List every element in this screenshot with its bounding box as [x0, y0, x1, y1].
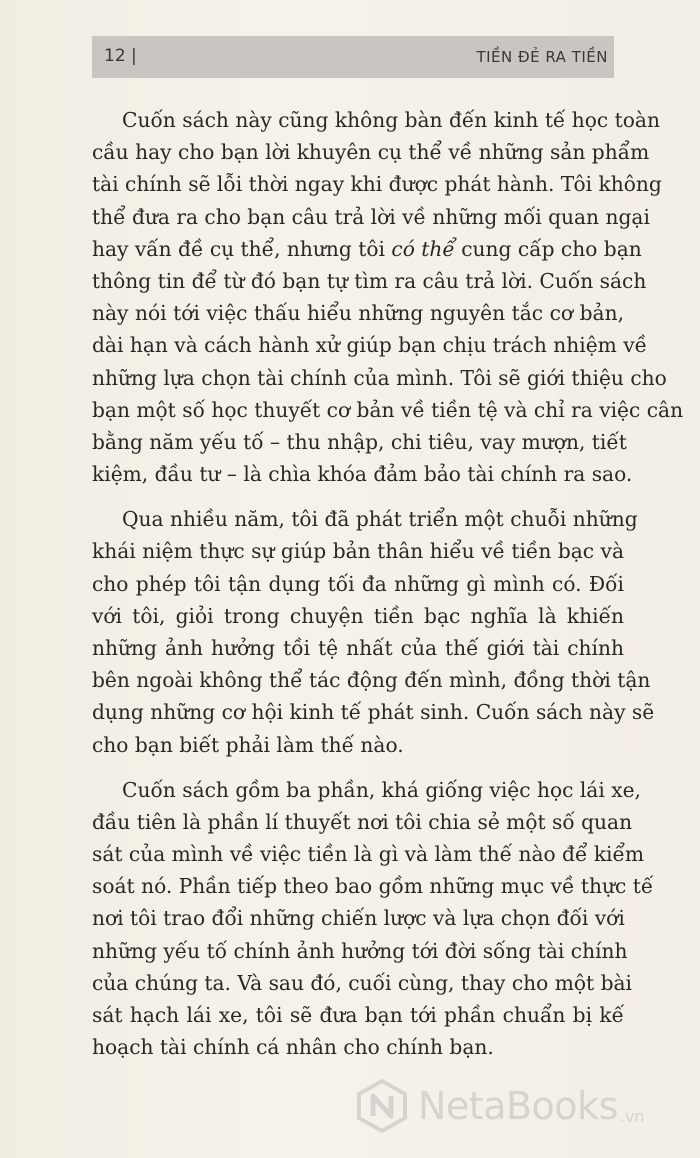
watermark-brand: NetaBooks: [418, 1084, 618, 1128]
text-line-with-emphasis: [92, 233, 642, 265]
text-line: cho phép tôi tận dụng tối đa những gì mình có. Đối: [92, 571, 624, 596]
page-number: 12 |: [104, 46, 137, 66]
text-run: hay vấn đề cụ thể, nhưng tôi: [92, 236, 385, 261]
emphasis-text: có thể: [391, 236, 455, 261]
text-line: khái niệm thực sự giúp bản thân hiểu về tiền bạc và: [92, 539, 624, 564]
paragraph-3: [92, 774, 654, 1064]
text-line: sát hạch lái xe, tôi sẽ đưa bạn tới phần chuẩn bị kế: [92, 1003, 624, 1028]
text-line: này nói tới việc thấu hiểu những nguyên tắc cơ bản,: [92, 301, 624, 326]
text-line: sát của mình về việc tiền là gì và làm thế nào để kiểm: [92, 842, 645, 867]
text-line: những lựa chọn tài chính của mình. Tôi sẽ giới thiệu cho: [92, 365, 667, 390]
text-line: tài chính sẽ lỗi thời ngay khi được phát hành. Tôi không: [92, 172, 662, 197]
text-line: soát nó. Phần tiếp theo bao gồm những mục về thực tế: [92, 874, 654, 899]
netabooks-logo-icon: [354, 1078, 410, 1134]
text-line: kiệm, đầu tư – là chìa khóa đảm bảo tài chính ra sao.: [92, 462, 633, 487]
text-line: bằng năm yếu tố – thu nhập, chi tiêu, vay mượn, tiết: [92, 430, 627, 455]
text-line: với tôi, giỏi trong chuyện tiền bạc nghĩa là khiến: [92, 603, 624, 628]
watermark-suffix: .vn: [619, 1107, 645, 1126]
netabooks-watermark: [354, 1070, 684, 1142]
body-text: [92, 104, 684, 1063]
text-line: thông tin để từ đó bạn tự tìm ra câu trả lời. Cuốn sách: [92, 269, 647, 294]
text-line: những ảnh hưởng tồi tệ nhất của thế giới tài chính: [92, 636, 624, 661]
text-line: đầu tiên là phần lí thuyết nơi tôi chia sẻ một số quan: [92, 809, 633, 834]
text-line: cầu hay cho bạn lời khuyên cụ thể về những sản phẩm: [92, 140, 650, 165]
text-line: Cuốn sách gồm ba phần, khá giống việc học lái xe,: [122, 777, 641, 802]
text-line: dài hạn và cách hành xử giúp bạn chịu trách nhiệm về: [92, 333, 648, 358]
paragraph-1: [92, 104, 684, 490]
text-line: của chúng ta. Và sau đó, cuối cùng, thay cho một bài: [92, 970, 632, 995]
text-line: hoạch tài chính cá nhân cho chính bạn.: [92, 1035, 494, 1060]
text-line: dụng những cơ hội kinh tế phát sinh. Cuốn sách này sẽ: [92, 700, 655, 725]
text-line: bạn một số học thuyết cơ bản về tiền tệ và chỉ ra việc cân: [92, 397, 684, 422]
text-line: Qua nhiều năm, tôi đã phát triển một chuỗi những: [122, 507, 638, 532]
text-line: thể đưa ra cho bạn câu trả lời về những mối quan ngại: [92, 204, 650, 229]
text-line: những yếu tố chính ảnh hưởng tới đời sống tài chính: [92, 938, 628, 963]
running-title: TIỀN ĐẺ RA TIỀN: [476, 48, 608, 66]
text-line: bên ngoài không thể tác động đến mình, đồng thời tận: [92, 668, 651, 693]
text-line: nơi tôi trao đổi những chiến lược và lựa chọn đối với: [92, 906, 625, 931]
text-line: Cuốn sách này cũng không bàn đến kinh tế học toàn: [122, 108, 660, 132]
text-run: cung cấp cho bạn: [461, 236, 642, 261]
text-line: cho bạn biết phải làm thế nào.: [92, 732, 404, 757]
paragraph-2: [92, 503, 655, 761]
